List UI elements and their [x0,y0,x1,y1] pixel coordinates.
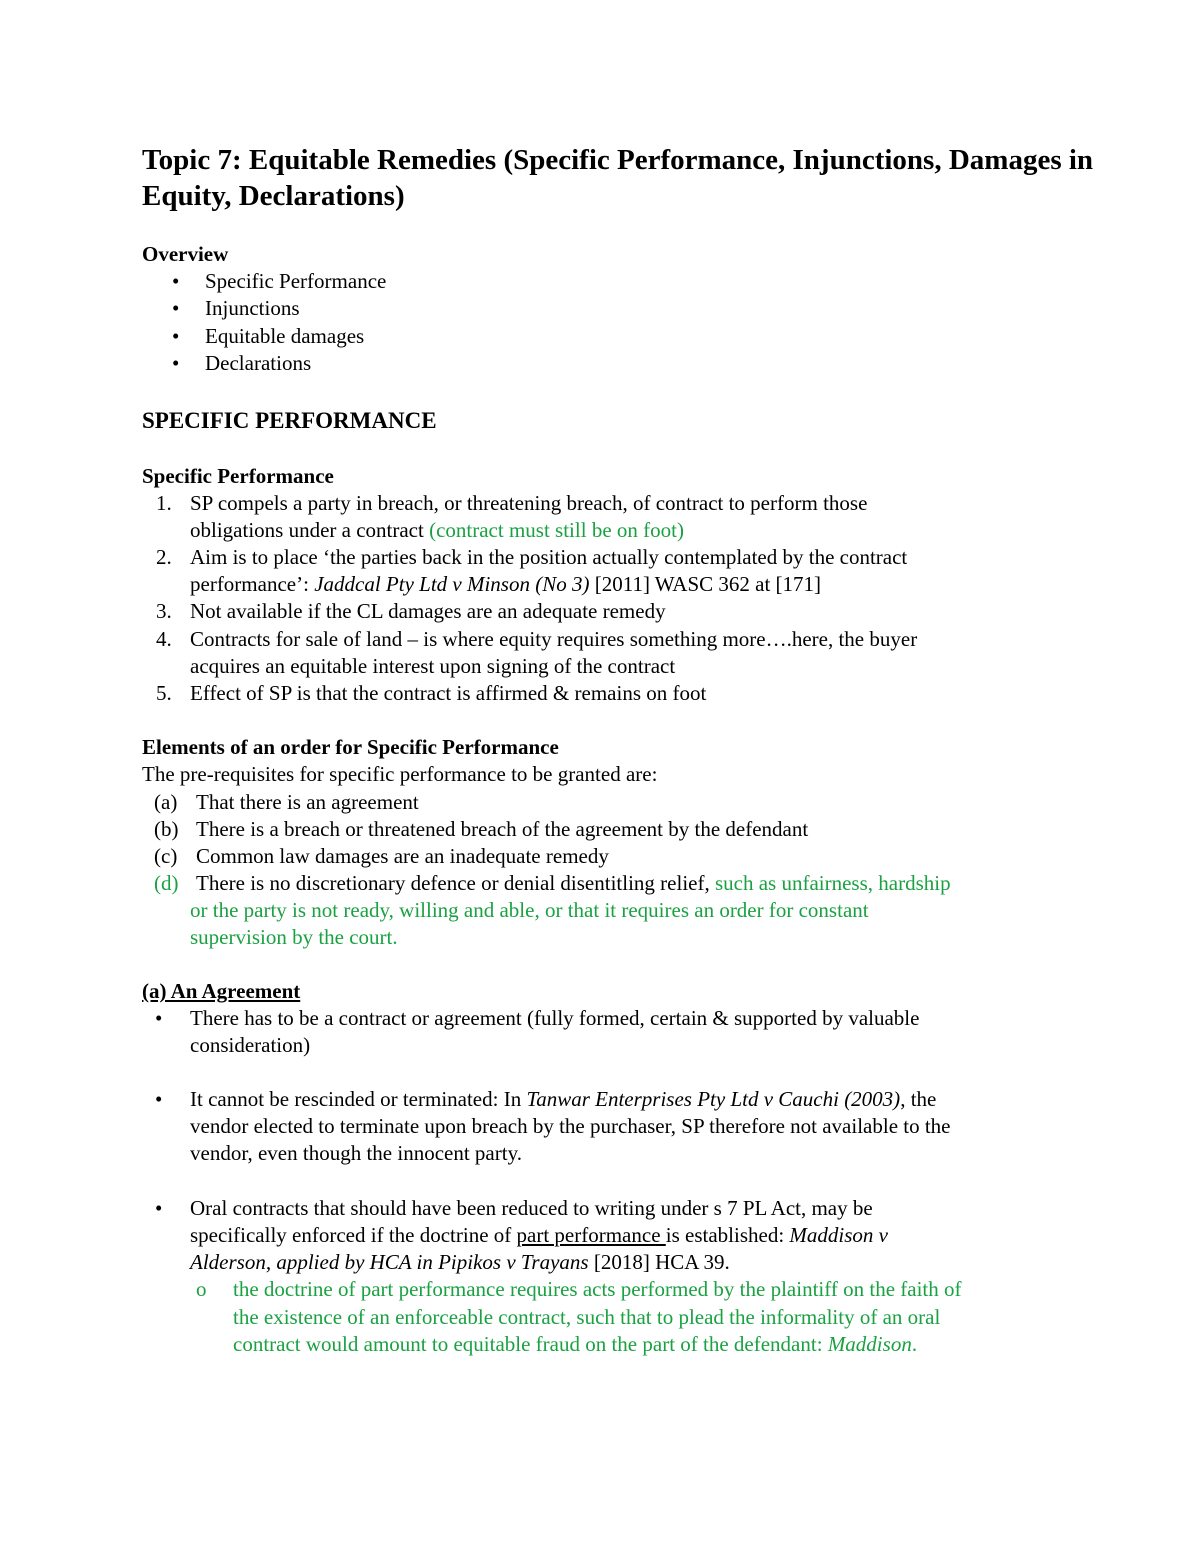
agreement-heading: (a) An Agreement [142,979,301,1003]
bullet-icon: • [155,1087,163,1111]
sp-item-1-line-1: SP compels a party in breach, or threatening breach, of contract to perform those [190,491,868,515]
list-number: 3. [156,599,172,623]
bullet-icon: • [172,351,180,375]
overview-item: Specific Performance [205,269,387,293]
agreement-bullet-3-line-1: Oral contracts that should have been reduced to writing under s 7 PL Act, may be [190,1196,873,1220]
agreement-bullet-3-line-2 [190,1222,888,1249]
underlined-term: part performance [516,1223,666,1247]
element-d-line-3: supervision by the court. [190,925,398,949]
sp-item-1-note: (contract must still be on foot) [429,518,684,542]
element-a: That there is an agreement [196,790,419,814]
section-heading: SPECIFIC PERFORMANCE [142,408,437,433]
agreement-bullet-2-line-1 [190,1086,936,1113]
case-citation: Jaddcal Pty Ltd v Minson (No 3) [314,572,590,596]
elements-heading: Elements of an order for Specific Performance [142,735,559,759]
agreement-bullet-1-line-1: There has to be a contract or agreement (fully formed, certain & supported by valuable [190,1006,920,1030]
sub-bullet-line-2: the existence of an enforceable contract, such that to plead the informality of an oral [233,1305,941,1329]
sub-bullet-icon: o [196,1277,207,1301]
element-d-line-1 [196,870,951,897]
sp-heading: Specific Performance [142,464,334,488]
bullet-icon: • [172,324,180,348]
sub-bullet-line-1: the doctrine of part performance requires acts performed by the plaintiff on the faith of [233,1277,962,1301]
bullet-icon: • [172,296,180,320]
sp-item-2-line-1: Aim is to place ‘the parties back in the position actually contemplated by the contract [190,545,908,569]
element-d-note: such as unfairness, hardship [714,871,951,895]
sub-bullet-end: . [911,1332,918,1356]
sp-item-4-line-2: acquires an equitable interest upon signing of the contract [190,654,676,678]
element-d-text: There is no discretionary defence or denial disentitling relief, [196,871,715,895]
list-letter: (a) [154,790,178,814]
overview-item: Declarations [205,351,312,375]
elements-intro: The pre-requisites for specific performance to be granted are: [142,762,658,786]
sub-bullet-text: contract would amount to equitable fraud on the part of the defendant: [233,1332,828,1356]
agreement-bullet-3-mid: is established: [665,1223,790,1247]
list-number: 1. [156,491,172,515]
list-number: 4. [156,627,172,651]
element-d-line-2: or the party is not ready, willing and able, or that it requires an order for constant [190,898,869,922]
case-citation: Maddison v [789,1223,888,1247]
overview-item: Injunctions [205,296,300,320]
case-citation: Tanwar Enterprises Pty Ltd v Cauchi (2003) [526,1087,901,1111]
case-citation: Alderson, applied by HCA in Pipikos v Trayans [190,1250,589,1274]
sp-item-3: Not available if the CL damages are an adequate remedy [190,599,666,623]
list-letter: (c) [154,844,178,868]
agreement-bullet-2-line-2: vendor elected to terminate upon breach by the purchaser, SP therefore not available to the [190,1114,951,1138]
sp-item-5: Effect of SP is that the contract is affirmed & remains on foot [190,681,707,705]
agreement-bullet-3-text: specifically enforced if the doctrine of [190,1223,517,1247]
agreement-bullet-1-line-2: consideration) [190,1033,311,1057]
agreement-bullet-3-line-3 [190,1249,730,1276]
sp-item-1-text: obligations under a contract [190,518,430,542]
sp-item-2-line-2 [190,571,821,598]
sp-item-4-line-1: Contracts for sale of land – is where equity requires something more….here, the buyer [190,627,918,651]
element-b: There is a breach or threatened breach of the agreement by the defendant [196,817,809,841]
list-letter: (b) [154,817,179,841]
agreement-bullet-3-ref: [2018] HCA 39. [588,1250,730,1274]
sp-item-2-text: performance’: [190,572,315,596]
agreement-bullet-2-text: It cannot be rescinded or terminated: In [190,1087,527,1111]
agreement-bullet-2-tail: , the [900,1087,937,1111]
agreement-bullet-2-line-3: vendor, even though the innocent party. [190,1141,522,1165]
case-citation: Maddison [827,1332,912,1356]
sp-item-1-line-2 [190,517,684,544]
bullet-icon: • [155,1006,163,1030]
overview-item: Equitable damages [205,324,365,348]
element-c: Common law damages are an inadequate remedy [196,844,609,868]
bullet-icon: • [172,269,180,293]
bullet-icon: • [155,1196,163,1220]
overview-heading: Overview [142,242,229,266]
page-title: Topic 7: Equitable Remedies (Specific Performance, Injunctions, Damages in Equity, Declarations) [142,144,1094,212]
list-number: 5. [156,681,172,705]
list-number: 2. [156,545,172,569]
list-letter: (d) [154,871,179,895]
sp-item-2-ref: [2011] WASC 362 at [171] [589,572,822,596]
sub-bullet-line-3 [233,1331,917,1358]
